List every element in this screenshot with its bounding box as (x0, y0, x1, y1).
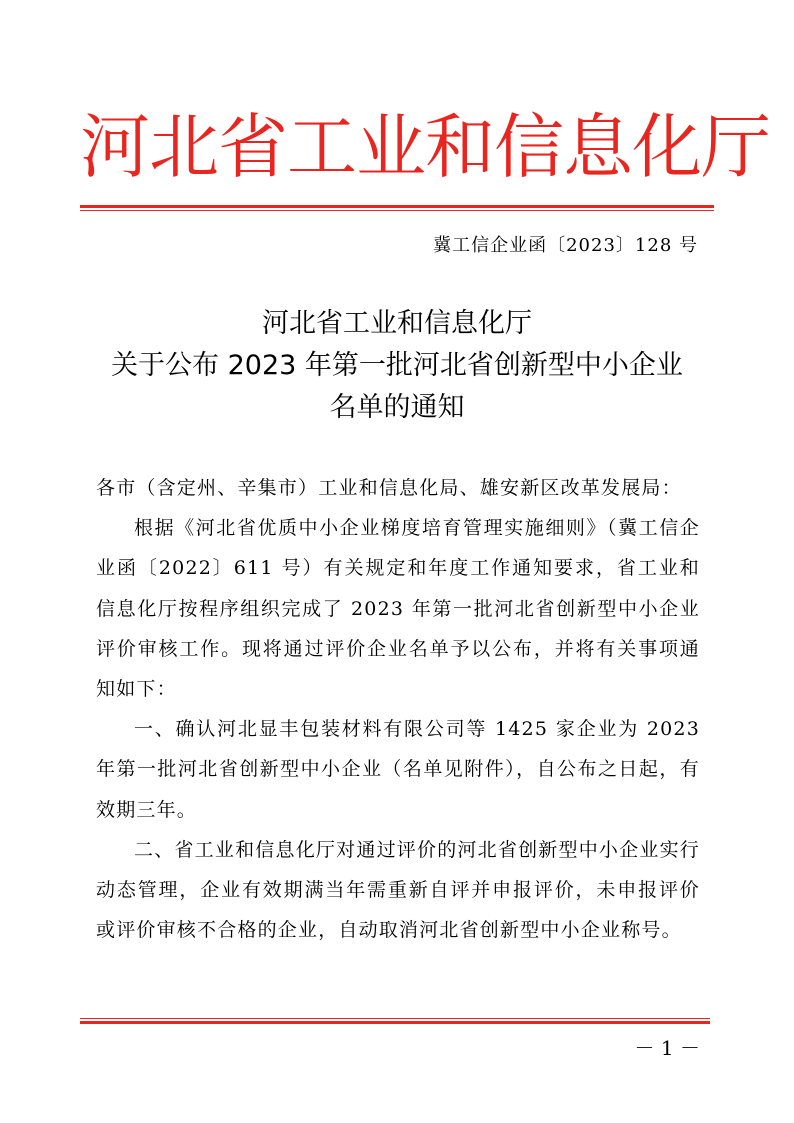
paragraph-intro: 根据《河北省优质中小企业梯度培育管理实施细则》（冀工信企业函〔2022〕611 号）有关规定和年度工作通知要求，省工业和信息化厅按程序组织完成了 2023 年第一批河北省创新型中小企业评价审核工作。现将通过评价企业名单予以公布，并将有关事项通知如下： (96, 517, 700, 701)
title-line-2: 关于公布 2023 年第一批河北省创新型中小企业 (111, 350, 683, 381)
paragraph-item-one: 一、确认河北显丰包装材料有限公司等 1425 家企业为 2023 年第一批河北省创新型中小企业（名单见附件），自公布之日起，有效期三年。 (96, 718, 700, 821)
document-body (96, 468, 700, 950)
title-line-1: 河北省工业和信息化厅 (262, 308, 532, 339)
paragraph-item-two: 二、省工业和信息化厅对通过评价的河北省创新型中小企业实行动态管理，企业有效期满当年需重新自评并申报评价，未申报评价或评价审核不合格的企业，自动取消河北省创新型中小企业称号。 (96, 838, 700, 942)
salutation: 各市（含定州、辛集市）工业和信息化局、雄安新区改革发展局： (96, 477, 682, 499)
title-line-3: 名单的通知 (329, 392, 465, 423)
masthead-divider-thin (80, 210, 714, 211)
page-number: － 1 － (634, 1036, 700, 1060)
document-number: 冀工信企业函〔2023〕128 号 (433, 235, 698, 256)
footer-divider-thick (80, 1021, 710, 1024)
masthead-divider-thick (80, 205, 714, 208)
footer-divider-thin (80, 1018, 710, 1019)
issuer-masthead: 河北省工业和信息化厅 (80, 106, 770, 188)
document-title (60, 303, 734, 429)
